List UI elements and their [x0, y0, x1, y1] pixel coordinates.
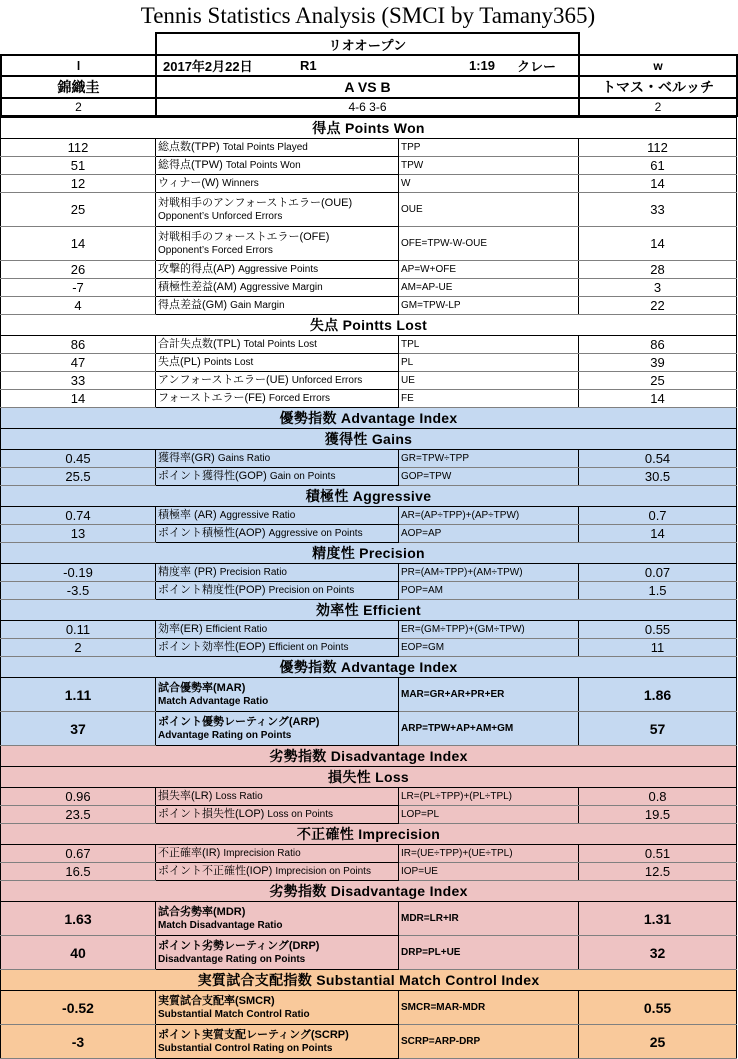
left-value: 86 [1, 336, 156, 354]
metric-name-en: Precision Ratio [219, 567, 287, 579]
match-date: 2017年2月22日 [163, 59, 253, 74]
metric-name [156, 806, 399, 824]
metric-name [156, 157, 399, 175]
section-heading-advantage-index-1 [1, 408, 737, 429]
empty-cell-right [579, 33, 737, 55]
table-row [1, 991, 737, 1025]
right-value: 0.07 [579, 564, 737, 582]
metric-formula: EOP=GM [399, 639, 579, 657]
table-row [1, 902, 737, 936]
table-row [1, 175, 737, 193]
metric-name-en: Efficient on Points [268, 642, 349, 654]
metric-name-jp: 失点(PL) [158, 356, 201, 369]
metric-name [156, 193, 399, 227]
empty-cell-left [1, 33, 156, 55]
section-subheading-disadvantage-index-1-label: 損失性 Loss [1, 767, 737, 788]
metric-name [156, 372, 399, 390]
metric-name-en: Aggressive Points [238, 264, 319, 276]
table-row [1, 639, 737, 657]
table-row [1, 564, 737, 582]
metric-name [156, 621, 399, 639]
table-row [1, 845, 737, 863]
metric-name-en: Forced Errors [268, 393, 331, 405]
table-row [1, 582, 737, 600]
right-result-badge: w [579, 55, 737, 76]
metric-name-jp: 不正確率(IR) [158, 847, 221, 860]
metric-name-jp: 実質試合支配率(SMCR) [158, 994, 275, 1007]
metric-name [156, 1025, 399, 1059]
table-row [1, 712, 737, 746]
metric-name-jp: 攻撃的得点(AP) [158, 263, 235, 276]
metric-formula: IR=(UE÷TPP)+(UE÷TPL) [399, 845, 579, 863]
section-heading-imprecision-label: 不正確性 Imprecision [1, 824, 737, 845]
metric-name-jp: ウィナー(W) [158, 177, 220, 190]
metric-name [156, 297, 399, 315]
right-value: 0.7 [579, 507, 737, 525]
metric-formula: ARP=TPW+AP+AM+GM [399, 712, 579, 746]
metric-name-jp: ポイント精度性(POP) [158, 584, 266, 597]
left-value: 112 [1, 139, 156, 157]
metric-name [156, 936, 399, 970]
metric-name-en: Gains Ratio [217, 453, 271, 465]
table-row [1, 1025, 737, 1059]
metric-name-jp: 合計失点数(TPL) [158, 338, 241, 351]
section-heading-disadvantage-index-1-label: 劣勢指数 Disadvantage Index [1, 746, 737, 767]
metric-formula: TPW [399, 157, 579, 175]
metric-formula: AR=(AP÷TPP)+(AP÷TPW) [399, 507, 579, 525]
left-value: 14 [1, 227, 156, 261]
section-heading-smci [1, 970, 737, 991]
metric-name-en: Total Points Lost [243, 339, 317, 351]
table-row [1, 227, 737, 261]
right-value: 14 [579, 175, 737, 193]
metric-name-en: Total Points Won [225, 160, 301, 172]
section-heading-disadvantage-index-2 [1, 881, 737, 902]
section-heading-points-lost [1, 315, 737, 336]
metric-name-jp: アンフォーストエラー(UE) [158, 374, 289, 387]
metric-name-jp: 対戦相手のフォーストエラー(OFE) [158, 230, 330, 243]
tournament-row [1, 33, 737, 55]
section-heading-advantage-index-2-label: 優勢指数 Advantage Index [1, 657, 737, 678]
metric-name-en: Match Advantage Ratio [158, 695, 269, 707]
left-value: 40 [1, 936, 156, 970]
metric-formula: GM=TPW-LP [399, 297, 579, 315]
metric-name-en: Points Lost [203, 357, 254, 369]
metric-name [156, 507, 399, 525]
left-result-badge: l [1, 55, 156, 76]
left-value: -0.52 [1, 991, 156, 1025]
left-value: 16.5 [1, 863, 156, 881]
metric-formula: MAR=GR+AR+PR+ER [399, 678, 579, 712]
left-value: -7 [1, 279, 156, 297]
right-value: 0.8 [579, 788, 737, 806]
right-value: 32 [579, 936, 737, 970]
metric-formula: OUE [399, 193, 579, 227]
match-header-table [0, 32, 738, 117]
metric-name-jp: フォーストエラー(FE) [158, 392, 266, 405]
metric-name [156, 902, 399, 936]
metric-formula: TPL [399, 336, 579, 354]
metric-formula: GOP=TPW [399, 468, 579, 486]
metric-name-en: Gain on Points [269, 471, 336, 483]
metric-name [156, 354, 399, 372]
right-value: 1.86 [579, 678, 737, 712]
metric-name [156, 468, 399, 486]
metric-name-jp: ポイント不正確性(IOP) [158, 865, 273, 878]
left-value: 1.11 [1, 678, 156, 712]
right-value: 12.5 [579, 863, 737, 881]
metric-name-en: Efficient Ratio [205, 624, 268, 636]
table-row [1, 936, 737, 970]
table-row [1, 390, 737, 408]
right-value: 0.54 [579, 450, 737, 468]
left-value: 23.5 [1, 806, 156, 824]
section-subheading-advantage-index-1-label: 獲得性 Gains [1, 429, 737, 450]
right-value: 14 [579, 525, 737, 543]
metric-name-jp: 効率(ER) [158, 623, 203, 636]
metric-name [156, 450, 399, 468]
metric-name [156, 279, 399, 297]
section-heading-precision-label: 精度性 Precision [1, 543, 737, 564]
table-row [1, 261, 737, 279]
section-heading-aggressive-label: 積極性 Aggressive [1, 486, 737, 507]
right-value: 30.5 [579, 468, 737, 486]
metric-name [156, 227, 399, 261]
metric-name [156, 712, 399, 746]
metric-name [156, 991, 399, 1025]
section-subheading-disadvantage-index-1 [1, 767, 737, 788]
metric-name [156, 336, 399, 354]
metric-formula: GR=TPW÷TPP [399, 450, 579, 468]
left-value: 47 [1, 354, 156, 372]
section-heading-imprecision [1, 824, 737, 845]
left-value: 0.11 [1, 621, 156, 639]
metric-formula: AP=W+OFE [399, 261, 579, 279]
left-value: 25.5 [1, 468, 156, 486]
metric-name [156, 564, 399, 582]
section-heading-points-won [1, 118, 737, 139]
metric-name [156, 390, 399, 408]
metric-formula: SCRP=ARP-DRP [399, 1025, 579, 1059]
metric-name-jp: ポイント実質支配レーティング(SCRP) [158, 1028, 349, 1041]
right-sets-won: 2 [579, 98, 737, 116]
vs-label: A VS B [156, 76, 579, 98]
left-value: 37 [1, 712, 156, 746]
metric-formula: AM=AP-UE [399, 279, 579, 297]
table-row [1, 863, 737, 881]
metric-formula: FE [399, 390, 579, 408]
table-row [1, 157, 737, 175]
metric-name-en: Disadvantage Rating on Points [158, 953, 306, 965]
metric-name-en: Loss on Points [267, 809, 334, 821]
right-value: 3 [579, 279, 737, 297]
metric-name [156, 139, 399, 157]
table-row [1, 806, 737, 824]
metric-formula: MDR=LR+IR [399, 902, 579, 936]
metric-name-en: Loss Ratio [215, 791, 263, 803]
left-value: 0.96 [1, 788, 156, 806]
left-value: 0.74 [1, 507, 156, 525]
metric-name-jp: 得点差益(GM) [158, 299, 228, 312]
metric-name-en: Total Points Played [222, 142, 308, 154]
match-duration: 1:19 [468, 58, 495, 73]
table-row [1, 297, 737, 315]
metric-name [156, 845, 399, 863]
metric-name-en: Advantage Rating on Points [158, 729, 292, 741]
metric-formula: TPP [399, 139, 579, 157]
set-score: 4-6 3-6 [156, 98, 579, 116]
right-value: 0.55 [579, 621, 737, 639]
table-row [1, 788, 737, 806]
left-value: -0.19 [1, 564, 156, 582]
metric-name-jp: 積極率 (AR) [158, 509, 217, 522]
section-heading-disadvantage-index-2-label: 劣勢指数 Disadvantage Index [1, 881, 737, 902]
metric-name-en: Imprecision on Points [275, 866, 371, 878]
right-value: 1.31 [579, 902, 737, 936]
table-row [1, 372, 737, 390]
right-value: 0.55 [579, 991, 737, 1025]
metric-name-en: Precision on Points [268, 585, 355, 597]
metric-name-en: Opponent’s Unforced Errors [158, 210, 283, 222]
metric-name-en: Aggressive Ratio [219, 510, 296, 522]
table-row [1, 525, 737, 543]
left-value: 4 [1, 297, 156, 315]
metric-name-en: Match Disadvantage Ratio [158, 919, 283, 931]
metric-name [156, 863, 399, 881]
metric-name-jp: ポイント獲得性(GOP) [158, 470, 267, 483]
metric-name-jp: ポイント劣勢レーティング(DRP) [158, 939, 320, 952]
right-value: 25 [579, 372, 737, 390]
right-value: 11 [579, 639, 737, 657]
table-row [1, 279, 737, 297]
match-info-cell [156, 55, 579, 76]
page-title: Tennis Statistics Analysis (SMCI by Tamany365) [140, 3, 596, 28]
match-round: R1 [299, 58, 317, 73]
metric-name [156, 678, 399, 712]
table-row [1, 139, 737, 157]
table-row [1, 468, 737, 486]
left-value: 0.67 [1, 845, 156, 863]
left-value: 2 [1, 639, 156, 657]
metric-name [156, 788, 399, 806]
metric-name-jp: 試合優勢率(MAR) [158, 681, 246, 694]
metric-name-jp: ポイント効率性(EOP) [158, 641, 266, 654]
metric-formula: PR=(AM÷TPP)+(AM÷TPW) [399, 564, 579, 582]
section-heading-efficient [1, 600, 737, 621]
metric-formula: UE [399, 372, 579, 390]
table-row [1, 450, 737, 468]
metric-name-jp: 対戦相手のアンフォーストエラー(OUE) [158, 196, 353, 209]
metric-name-en: Aggressive Margin [239, 282, 323, 294]
table-row [1, 336, 737, 354]
metric-formula: IOP=UE [399, 863, 579, 881]
left-value: 33 [1, 372, 156, 390]
section-heading-advantage-index-2 [1, 657, 737, 678]
section-heading-points-lost-label: 失点 Pointts Lost [1, 315, 737, 336]
table-row [1, 678, 737, 712]
right-value: 112 [579, 139, 737, 157]
section-heading-precision [1, 543, 737, 564]
metric-formula: OFE=TPW-W-OUE [399, 227, 579, 261]
metric-name-jp: 損失率(LR) [158, 790, 213, 803]
match-info-row [1, 55, 737, 76]
section-heading-smci-label: 実質試合支配指数 Substantial Match Control Index [1, 970, 737, 991]
metric-formula: SMCR=MAR-MDR [399, 991, 579, 1025]
table-row [1, 621, 737, 639]
left-value: 1.63 [1, 902, 156, 936]
table-row [1, 193, 737, 227]
right-value: 19.5 [579, 806, 737, 824]
left-value: 13 [1, 525, 156, 543]
left-value: -3 [1, 1025, 156, 1059]
metric-formula: W [399, 175, 579, 193]
metric-formula: LR=(PL÷TPP)+(PL÷TPL) [399, 788, 579, 806]
metric-formula: POP=AM [399, 582, 579, 600]
metric-name-jp: 総点数(TPP) [158, 141, 220, 154]
metric-name [156, 639, 399, 657]
metric-formula: DRP=PL+UE [399, 936, 579, 970]
table-row [1, 354, 737, 372]
metric-name-jp: 獲得率(GR) [158, 452, 215, 465]
left-player-name: 錦織圭 [1, 76, 156, 98]
left-value: 0.45 [1, 450, 156, 468]
metric-name-en: Opponent’s Forced Errors [158, 244, 273, 256]
match-surface: クレー [516, 59, 556, 74]
section-heading-points-won-label: 得点 Points Won [1, 118, 737, 139]
section-heading-aggressive [1, 486, 737, 507]
left-value: 14 [1, 390, 156, 408]
metric-name-jp: 精度率 (PR) [158, 566, 217, 579]
left-sets-won: 2 [1, 98, 156, 116]
metric-name [156, 175, 399, 193]
metric-name [156, 525, 399, 543]
section-subheading-advantage-index-1 [1, 429, 737, 450]
left-value: -3.5 [1, 582, 156, 600]
metric-name-en: Substantial Match Control Ratio [158, 1008, 310, 1020]
score-row [1, 98, 737, 116]
table-row [1, 507, 737, 525]
section-heading-efficient-label: 効率性 Efficient [1, 600, 737, 621]
right-value: 86 [579, 336, 737, 354]
metric-name-en: Aggressive on Points [268, 528, 363, 540]
metric-formula: AOP=AP [399, 525, 579, 543]
section-heading-disadvantage-index-1 [1, 746, 737, 767]
right-value: 33 [579, 193, 737, 227]
metric-name-jp: ポイント積極性(AOP) [158, 527, 266, 540]
metric-name-jp: ポイント優勢レーティング(ARP) [158, 715, 320, 728]
metric-name-en: Imprecision Ratio [223, 848, 301, 860]
metric-name-jp: 総得点(TPW) [158, 159, 223, 172]
metric-name-jp: ポイント損失性(LOP) [158, 808, 265, 821]
metric-name [156, 261, 399, 279]
metric-name-jp: 試合劣勢率(MDR) [158, 905, 246, 918]
metric-name [156, 582, 399, 600]
left-value: 26 [1, 261, 156, 279]
metric-formula: ER=(GM÷TPP)+(GM÷TPW) [399, 621, 579, 639]
right-value: 14 [579, 227, 737, 261]
right-value: 28 [579, 261, 737, 279]
right-value: 1.5 [579, 582, 737, 600]
metric-formula: PL [399, 354, 579, 372]
metric-formula: LOP=PL [399, 806, 579, 824]
right-value: 22 [579, 297, 737, 315]
left-value: 25 [1, 193, 156, 227]
left-value: 12 [1, 175, 156, 193]
right-value: 14 [579, 390, 737, 408]
right-value: 61 [579, 157, 737, 175]
tournament-name: リオオープン [156, 33, 579, 55]
metric-name-en: Substantial Control Rating on Points [158, 1042, 333, 1054]
metric-name-jp: 積極性差益(AM) [158, 281, 237, 294]
statistics-table [0, 117, 737, 1059]
right-value: 25 [579, 1025, 737, 1059]
players-row [1, 76, 737, 98]
right-player-name: トマス・ベルッチ [579, 76, 737, 98]
metric-name-en: Gain Margin [230, 300, 285, 312]
metric-name-en: Winners [222, 178, 259, 190]
left-value: 51 [1, 157, 156, 175]
right-value: 0.51 [579, 845, 737, 863]
metric-name-en: Unforced Errors [291, 375, 363, 387]
right-value: 39 [579, 354, 737, 372]
right-value: 57 [579, 712, 737, 746]
section-heading-advantage-index-1-label: 優勢指数 Advantage Index [1, 408, 737, 429]
